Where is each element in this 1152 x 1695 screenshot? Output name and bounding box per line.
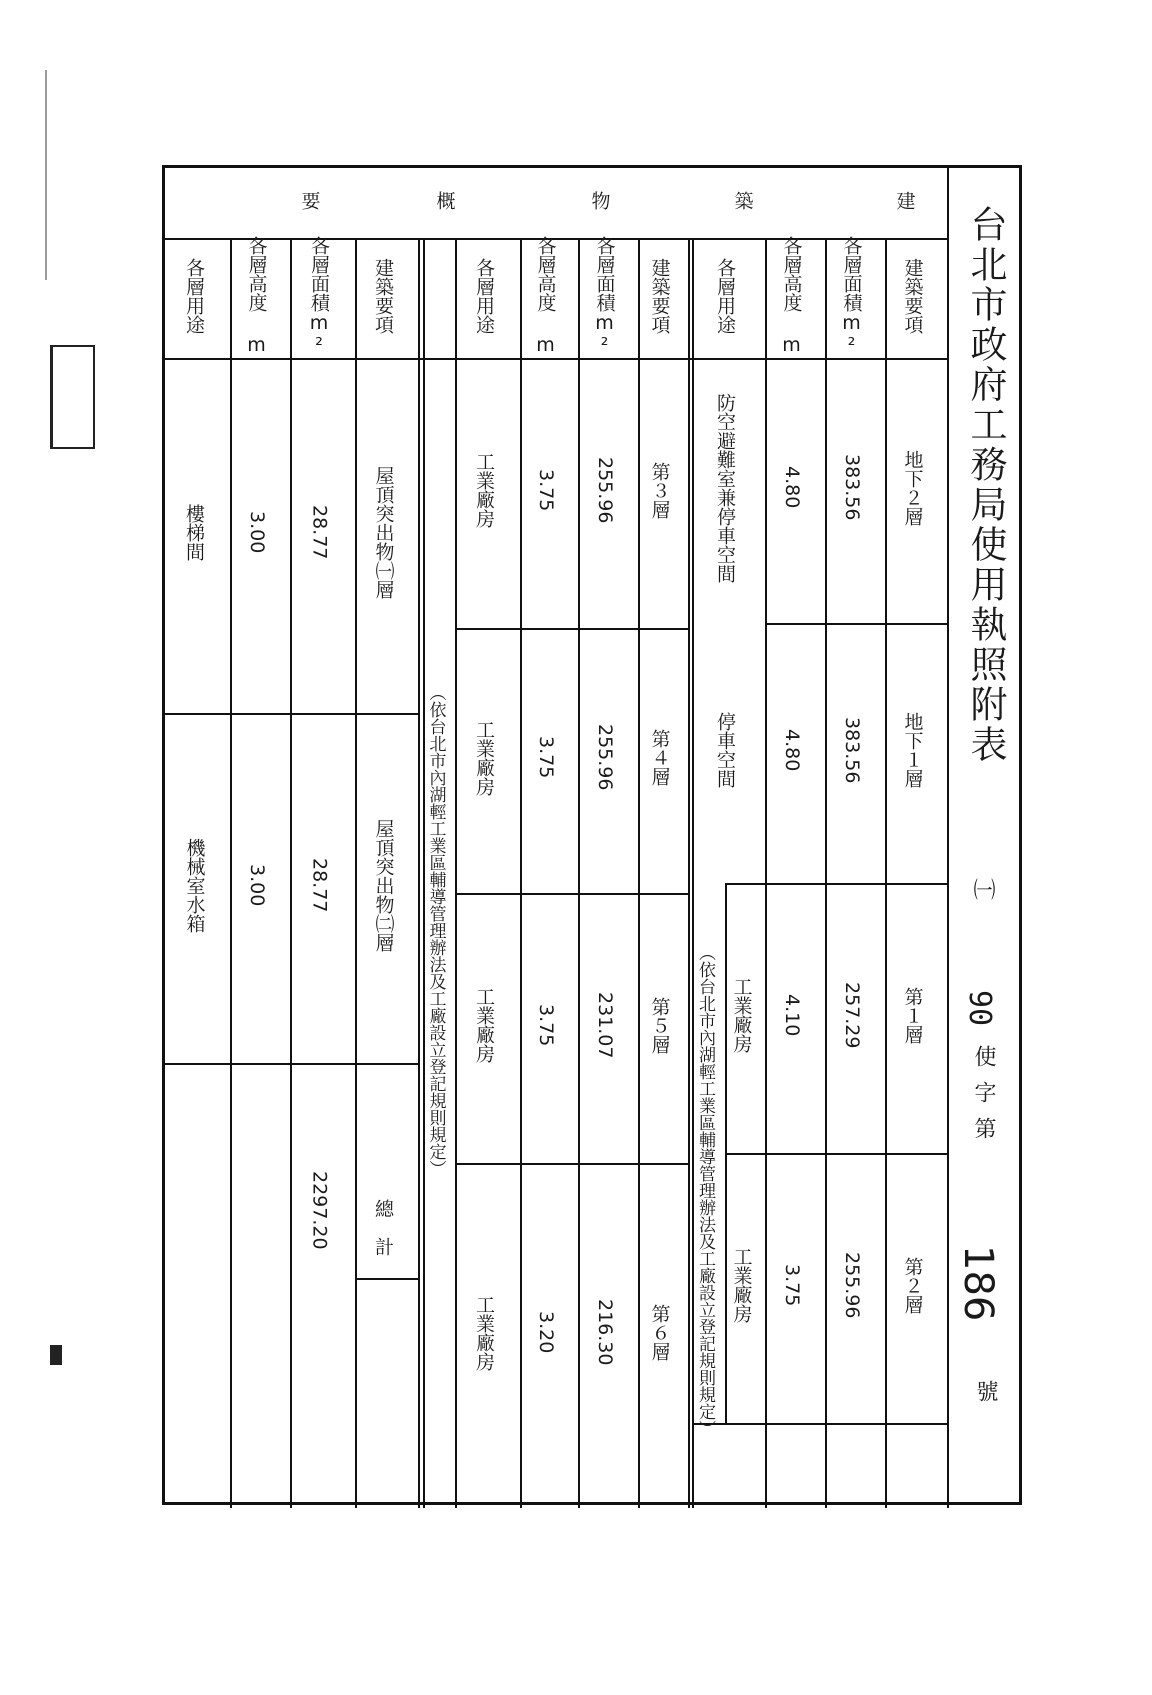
b2-height-3: 3.75: [535, 1003, 557, 1047]
b2-area-3: 231.07: [594, 991, 616, 1059]
b1-floor-1: 地下２層: [901, 449, 924, 526]
b3-area-2: 28.77: [308, 857, 331, 913]
license-year: 90: [962, 990, 997, 1027]
b2-area-4: 216.30: [594, 1299, 616, 1366]
b1-height-3: 4.10: [781, 993, 803, 1037]
b3-header-items: 建築要項: [372, 257, 394, 334]
title-suffix: ㈠: [970, 878, 995, 900]
section-label-char-4: 概: [433, 190, 456, 210]
b3-use-1: 樓梯間: [183, 504, 205, 561]
section-label-char-1: 建: [893, 190, 916, 210]
b1-header-use: 各層用途: [714, 257, 736, 334]
license-suffix: 號: [973, 1380, 998, 1402]
section-label-char-3: 物: [588, 190, 611, 210]
b1-area-4: 255.96: [841, 1251, 863, 1319]
b1-floor-4: 第２層: [901, 1256, 924, 1314]
section-label-char-5: 要: [298, 190, 321, 210]
b1-use-2: 停車空間: [714, 712, 736, 788]
b2-area-1: 255.96: [594, 456, 616, 524]
b2-regulation-note: （依台北市內湖輕工業區輔導管理辦法及工廠設立登記規則規定）: [425, 683, 446, 1177]
b2-use-1: 工業廠房: [473, 452, 495, 528]
b1-regulation-note: （依台北市內湖輕工業區輔導管理辦法及工廠設立登記規則規定）: [695, 943, 715, 1437]
b3-floor-2: 屋頂突出物㈡層: [372, 818, 395, 952]
b3-header-height: 各層高度 m: [245, 235, 268, 356]
b1-use-4: 工業廠房: [730, 1247, 753, 1323]
license-number: 186: [955, 1245, 1001, 1322]
b3-total-label: 總 計: [372, 1199, 394, 1256]
b1-area-2: 383.56: [841, 716, 863, 784]
document-title: 台北市政府工務局使用執照附表: [964, 205, 1007, 765]
b1-height-4: 3.75: [781, 1263, 803, 1307]
b2-floor-3: 第５層: [648, 996, 671, 1054]
b1-area-3: 257.29: [841, 981, 863, 1049]
b2-floor-2: 第４層: [648, 729, 671, 786]
b1-floor-2: 地下１層: [901, 712, 924, 788]
b3-floor-1: 屋頂突出物㈠層: [372, 466, 395, 599]
b2-use-2: 工業廠房: [473, 719, 495, 796]
b3-area-1: 28.77: [308, 505, 331, 560]
b1-use-3: 工業廠房: [730, 977, 753, 1053]
b2-header-height: 各層高度 m: [534, 235, 557, 356]
b2-height-4: 3.20: [535, 1311, 557, 1354]
b3-header-area: 各層面積m²: [308, 235, 330, 356]
b2-use-3: 工業廠房: [473, 987, 495, 1063]
b2-header-area: 各層面積m²: [593, 235, 616, 356]
b1-header-height: 各層高度 m: [780, 235, 803, 356]
b2-height-2: 3.75: [535, 736, 557, 779]
b2-floor-1: 第３層: [648, 461, 671, 519]
b1-header-items: 建築要項: [901, 257, 924, 334]
license-prefix: 使字第: [971, 1045, 996, 1153]
b1-height-2: 4.80: [781, 728, 803, 772]
b2-header-use: 各層用途: [473, 257, 495, 334]
b2-area-2: 255.96: [594, 724, 616, 791]
b3-height-1: 3.00: [246, 511, 268, 554]
b3-use-3: [162, 1060, 227, 1505]
section-label-char-2: 築: [731, 190, 754, 210]
b3-total-area: 2297.20: [308, 1170, 331, 1250]
b1-header-area: 各層面積m²: [840, 235, 863, 356]
b2-floor-4: 第６層: [648, 1304, 671, 1361]
b2-height-1: 3.75: [535, 468, 557, 512]
b2-header-items: 建築要項: [648, 257, 671, 334]
b3-use-2: 機械室水箱: [183, 837, 206, 933]
scan-mark-top: [45, 70, 47, 280]
b1-area-1: 383.56: [841, 454, 863, 521]
b3-height-2: 3.00: [246, 863, 268, 907]
b3-area-3: [287, 1060, 352, 1080]
b1-use-1: 防空避難室兼停車空間: [714, 392, 736, 583]
b1-height-1: 4.80: [781, 466, 803, 509]
scan-mark-bar: [50, 1345, 62, 1365]
b2-use-4: 工業廠房: [473, 1294, 495, 1371]
b3-height-3: [227, 1060, 287, 1505]
b3-header-use: 各層用途: [183, 257, 205, 334]
scan-mark-bracket: [50, 345, 95, 449]
b1-floor-3: 第１層: [901, 986, 924, 1044]
